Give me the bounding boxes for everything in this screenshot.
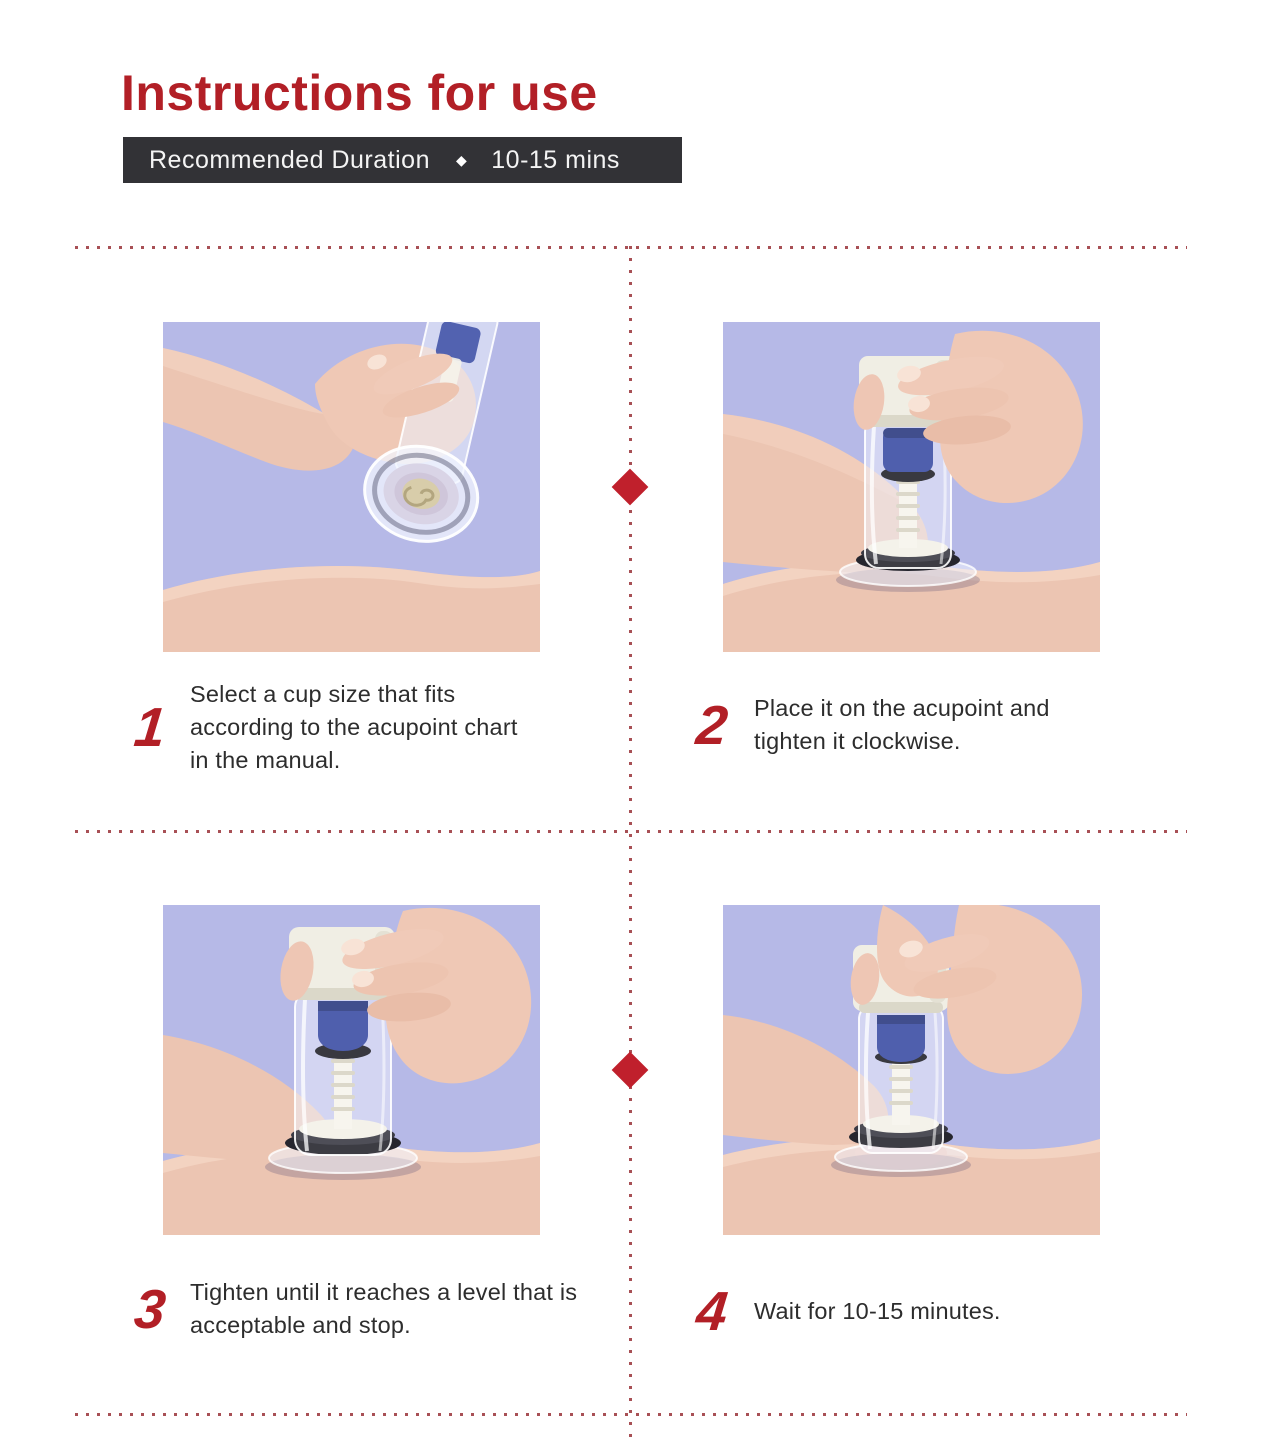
duration-label: Recommended Duration bbox=[149, 145, 430, 174]
step-1-text: Select a cup size that fits according to the acupoint chart in the manual. bbox=[190, 681, 518, 773]
step-1-photo bbox=[163, 322, 540, 652]
step-2-text: Place it on the acupoint and tighten it clockwise. bbox=[754, 695, 1050, 754]
duration-value: 10-15 mins bbox=[491, 145, 620, 174]
step-1-number: 1 bbox=[131, 696, 169, 758]
cup-above-arm-illustration bbox=[163, 322, 540, 652]
diamond-separator-icon: ◆ bbox=[455, 151, 468, 168]
diamond-marker-icon bbox=[612, 469, 649, 506]
diamond-marker-icon bbox=[612, 1052, 649, 1089]
vertical-divider bbox=[629, 246, 632, 1440]
page-title: Instructions for use bbox=[121, 65, 598, 121]
step-3-caption bbox=[126, 1276, 596, 1342]
step-2-photo bbox=[723, 322, 1100, 652]
step-2-caption bbox=[688, 692, 1148, 758]
step-3-text: Tighten until it reaches a level that is acceptable and stop. bbox=[190, 1279, 578, 1338]
tighten-until-level-illustration bbox=[163, 905, 540, 1235]
wait-with-cup-illustration bbox=[723, 905, 1100, 1235]
tighten-cup-illustration bbox=[723, 322, 1100, 652]
step-4-caption bbox=[688, 1280, 1148, 1342]
step-2-number: 2 bbox=[693, 693, 731, 756]
recommended-duration-bar bbox=[123, 137, 682, 183]
step-3-number: 3 bbox=[131, 1277, 169, 1340]
step-1-caption bbox=[126, 678, 566, 777]
step-4-photo bbox=[723, 905, 1100, 1235]
step-4-number: 4 bbox=[693, 1280, 731, 1342]
step-4-text: Wait for 10-15 minutes. bbox=[754, 1298, 1001, 1324]
step-3-photo bbox=[163, 905, 540, 1235]
